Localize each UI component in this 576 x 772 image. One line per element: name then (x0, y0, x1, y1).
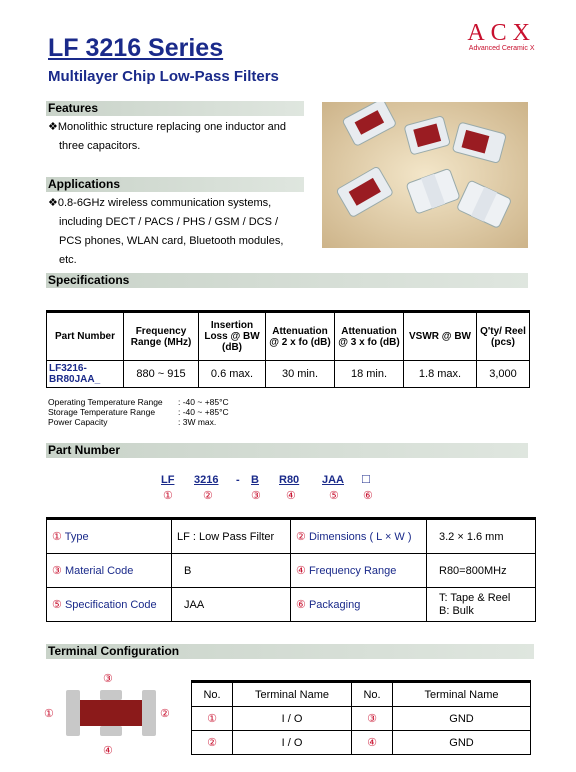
terminal-name: GND (393, 707, 531, 731)
specification-code-value: JAA (172, 588, 291, 622)
column-header: VSWR @ BW (404, 312, 477, 361)
material-code-value: B (172, 554, 291, 588)
pn-segment: - (236, 474, 240, 486)
terminal-no: ③ (352, 707, 393, 731)
terminal-label: ② (160, 708, 170, 720)
page-subtitle: Multilayer Chip Low-Pass Filters (48, 68, 279, 85)
label-text: Dimensions ( L × W ) (308, 531, 412, 543)
pn-index: ③ (251, 490, 261, 502)
pn-index: ① (163, 490, 173, 502)
label-text: Specification Code (64, 599, 157, 611)
type-value: LF : Low Pass Filter (172, 519, 291, 554)
terminal-configuration-heading: Terminal Configuration (46, 644, 534, 659)
terminal-chip-diagram (66, 690, 156, 736)
logo-tagline: Advanced Ceramic X (468, 45, 535, 52)
pn-index: ⑤ (329, 490, 339, 502)
table-row (192, 731, 531, 755)
specifications-table (46, 310, 530, 388)
type-label (47, 519, 172, 554)
terminal-pad-2 (142, 690, 156, 736)
column-header: Part Number (47, 312, 124, 361)
terminal-pad-4 (100, 726, 122, 736)
part-number-cell: LF3216-BR80JAA_ (47, 361, 124, 388)
environment-specs (48, 397, 229, 427)
env-row (48, 407, 229, 417)
packaging-label (291, 588, 427, 622)
terminal-label: ④ (103, 745, 113, 757)
features-text (48, 118, 286, 156)
terminal-name: I / O (233, 731, 352, 755)
applications-heading: Applications (46, 177, 304, 192)
chip-body (80, 700, 142, 726)
features-line: ❖Monolithic structure replacing one inductor and (48, 121, 286, 133)
column-header: Insertion Loss @ BW (dB) (199, 312, 266, 361)
vswr-cell: 1.8 max. (404, 361, 477, 388)
column-header: No. (192, 682, 233, 707)
index-marker: ⑤ (52, 599, 62, 611)
dimensions-label (291, 519, 427, 554)
features-heading: Features (46, 101, 304, 116)
table-row (47, 361, 530, 388)
pn-segment: R80 (279, 474, 300, 486)
logo-text: ACX (467, 20, 536, 46)
column-header: Attenuation @ 3 x fo (dB) (335, 312, 404, 361)
index-marker: ② (296, 531, 306, 543)
material-code-label (47, 554, 172, 588)
applications-line: ❖0.8-6GHz wireless communication systems, (48, 197, 272, 209)
part-number-table (46, 517, 536, 622)
table-row (47, 588, 536, 622)
table-row (47, 519, 536, 554)
attenuation-2fo-cell: 30 min. (266, 361, 335, 388)
frequency-range-value: R80=800MHz (427, 554, 536, 588)
pn-segment: B (251, 474, 259, 486)
specifications-heading: Specifications (46, 273, 528, 288)
packaging-option: T: Tape & Reel (439, 591, 511, 604)
terminal-no: ① (192, 707, 233, 731)
table-row (192, 707, 531, 731)
label-text: Frequency Range (308, 565, 397, 577)
pn-index: ② (203, 490, 213, 502)
page-title: LF 3216 Series (48, 34, 224, 62)
terminal-label: ③ (103, 673, 113, 685)
terminal-no: ④ (352, 731, 393, 755)
qty-cell: 3,000 (477, 361, 530, 388)
pn-segment: □ (362, 471, 370, 486)
applications-line: including DECT / PACS / PHS / GSM / DCS / (59, 216, 279, 228)
env-label: Storage Temperature Range (48, 407, 156, 417)
applications-text (48, 194, 283, 270)
terminal-label: ① (44, 708, 54, 720)
applications-line: etc. (59, 254, 77, 266)
label-text: Packaging (308, 599, 361, 611)
terminal-no: ② (192, 731, 233, 755)
specification-code-label (47, 588, 172, 622)
pn-segment: JAA (322, 474, 345, 486)
env-row (48, 397, 229, 407)
terminal-name: I / O (233, 707, 352, 731)
env-value: : -40 ~ +85°C (178, 407, 229, 417)
features-line: three capacitors. (59, 140, 141, 152)
pn-segment: LF (161, 474, 175, 486)
frequency-cell: 880 ~ 915 (124, 361, 199, 388)
label-text: Type (64, 531, 89, 543)
company-logo (467, 20, 536, 52)
applications-line: PCS phones, WLAN card, Bluetooth modules, (59, 235, 284, 247)
dimensions-value: 3.2 × 1.6 mm (427, 519, 536, 554)
terminal-table (191, 680, 531, 755)
pn-index: ④ (286, 490, 296, 502)
pn-segment: 3216 (194, 474, 219, 486)
env-label: Operating Temperature Range (48, 397, 163, 407)
column-header: Terminal Name (393, 682, 531, 707)
insertion-loss-cell: 0.6 max. (199, 361, 266, 388)
env-row (48, 417, 229, 427)
index-marker: ④ (296, 565, 306, 577)
index-marker: ③ (52, 565, 62, 577)
part-number-heading: Part Number (46, 443, 528, 458)
chip-photo-illustration (322, 102, 528, 248)
packaging-value (427, 588, 536, 622)
column-header: Attenuation @ 2 x fo (dB) (266, 312, 335, 361)
column-header: Terminal Name (233, 682, 352, 707)
frequency-range-label (291, 554, 427, 588)
env-value: : -40 ~ +85°C (178, 397, 229, 407)
env-label: Power Capacity (48, 417, 108, 427)
attenuation-3fo-cell: 18 min. (335, 361, 404, 388)
pn-index: ⑥ (363, 490, 373, 502)
product-photo (322, 102, 528, 248)
column-header: No. (352, 682, 393, 707)
index-marker: ⑥ (296, 599, 306, 611)
terminal-name: GND (393, 731, 531, 755)
table-row (47, 554, 536, 588)
column-header: Q'ty/ Reel (pcs) (477, 312, 530, 361)
index-marker: ① (52, 531, 62, 543)
column-header: Frequency Range (MHz) (124, 312, 199, 361)
terminal-pad-3 (100, 690, 122, 700)
terminal-pad-1 (66, 690, 80, 736)
packaging-option: B: Bulk (439, 604, 474, 617)
env-value: : 3W max. (178, 417, 217, 427)
label-text: Material Code (64, 565, 134, 577)
